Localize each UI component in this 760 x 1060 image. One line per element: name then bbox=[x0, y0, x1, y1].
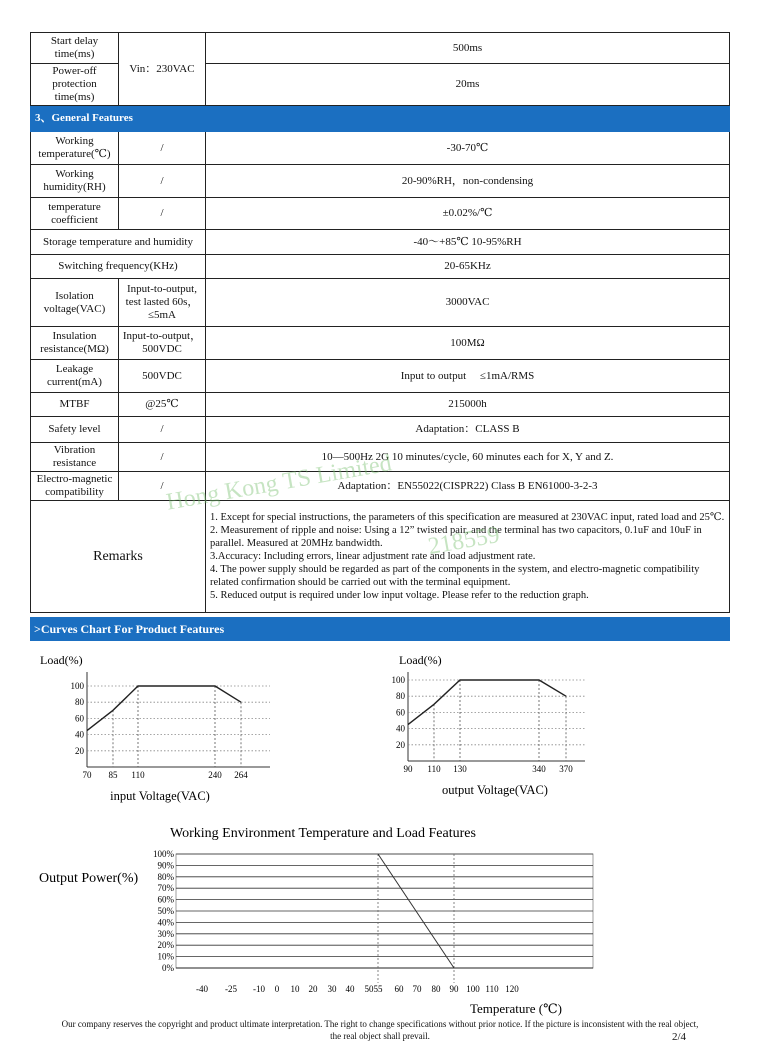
x-tick-label: 340 bbox=[532, 764, 546, 774]
vibration-condition: / bbox=[119, 443, 206, 472]
x-tick-label: 40 bbox=[345, 984, 355, 994]
chart-title: Working Environment Temperature and Load Features bbox=[170, 826, 476, 841]
emc-condition: / bbox=[119, 472, 206, 501]
switching-value: 20-65KHz bbox=[206, 255, 730, 279]
isolation-label: Isolation voltage(VAC) bbox=[31, 279, 119, 327]
x-tick-label: 30 bbox=[327, 984, 337, 994]
x-tick-label: 80 bbox=[431, 984, 441, 994]
isolation-condition: Input-to-output, test lasted 60s，≤5mA bbox=[119, 279, 206, 327]
working-humidity-condition: / bbox=[119, 165, 206, 198]
x-axis-label: output Voltage(VAC) bbox=[442, 783, 548, 797]
y-tick-label: 100% bbox=[153, 849, 174, 859]
x-tick-label: 110 bbox=[427, 764, 441, 774]
x-axis-label: Temperature (℃) bbox=[470, 1001, 562, 1016]
x-tick-label: 240 bbox=[208, 770, 222, 780]
x-axis-label: input Voltage(VAC) bbox=[110, 789, 210, 803]
mtbf-condition: @25℃ bbox=[119, 393, 206, 417]
x-tick-label: 370 bbox=[559, 764, 573, 774]
watermark-number: 218559 bbox=[426, 521, 502, 561]
x-tick-label: 90 bbox=[403, 764, 413, 774]
y-tick-label: 20% bbox=[157, 940, 174, 951]
footer-note: Our company reserves the copyright and product ultimate interpretation. The right to change specifications without prior notice. If the picture is inconsistent with the real object, the real object shall prevail. bbox=[61, 1019, 699, 1041]
working-temp-label: Working temperature(℃) bbox=[31, 132, 119, 165]
start-delay-label: Start delay time(ms) bbox=[31, 33, 119, 64]
y-tick-label: 80% bbox=[157, 871, 174, 882]
x-tick-label: -25 bbox=[225, 984, 237, 994]
remark-4: 4. The power supply should be regarded as part of the components in the system, and electro-magnetic compatibility related confirmation should be carried out with the terminal equipment. bbox=[210, 564, 700, 588]
y-axis-label: Load(%) bbox=[40, 653, 83, 667]
y-tick-label: 80 bbox=[396, 691, 405, 702]
y-tick-label: 100 bbox=[70, 681, 84, 691]
emc-value: Adaptation：EN55022(CISPR22) Class B EN61000-3-2-3 bbox=[206, 472, 730, 501]
x-tick-label: -10 bbox=[253, 984, 265, 994]
switching-label: Switching frequency(KHz) bbox=[31, 255, 206, 279]
safety-condition: / bbox=[119, 417, 206, 443]
x-tick-label: 100 bbox=[466, 984, 480, 994]
temp-coeff-value: ±0.02%/℃ bbox=[206, 198, 730, 230]
x-tick-label: 50 bbox=[364, 984, 374, 994]
x-tick-label: 70 bbox=[82, 770, 92, 780]
vibration-value: 10—500Hz 2G 10 minutes/cycle, 60 minutes each for X, Y and Z. bbox=[206, 443, 730, 472]
watermark-company: Hong Kong TS Limited bbox=[164, 450, 394, 516]
temp-coeff-condition: / bbox=[119, 198, 206, 230]
y-tick-label: 50% bbox=[157, 906, 174, 916]
vibration-label: Vibration resistance bbox=[31, 443, 119, 472]
x-tick-label: 130 bbox=[453, 764, 467, 774]
y-tick-label: 80 bbox=[75, 697, 84, 708]
isolation-value: 3000VAC bbox=[206, 279, 730, 327]
x-tick-label: 60 bbox=[394, 984, 404, 994]
remarks-label: Remarks bbox=[31, 501, 206, 613]
leakage-value: Input to output ≤1mA/RMS bbox=[206, 360, 730, 393]
safety-value: Adaptation：CLASS B bbox=[206, 417, 730, 443]
storage-value: -40～+85℃ 10-95%RH bbox=[206, 230, 730, 255]
spec-table bbox=[30, 32, 730, 613]
x-tick-label: 10 bbox=[290, 984, 300, 994]
y-tick-label: 40% bbox=[157, 917, 174, 928]
general-features-header: 3、General Features bbox=[31, 106, 730, 132]
insulation-label: Insulation resistance(MΩ) bbox=[31, 327, 119, 360]
y-tick-label: 90% bbox=[157, 860, 174, 871]
y-tick-label: 30% bbox=[157, 928, 174, 939]
x-tick-label: 0 bbox=[274, 984, 280, 994]
power-off-value: 20ms bbox=[206, 64, 730, 106]
page-number: 2/4 bbox=[672, 1031, 687, 1043]
x-tick-label: 20 bbox=[308, 984, 318, 994]
x-tick-label: -40 bbox=[196, 984, 208, 994]
derating-curve bbox=[87, 686, 241, 731]
y-tick-label: 10% bbox=[157, 951, 174, 962]
x-tick-label: 55 bbox=[373, 984, 383, 994]
x-tick-label: 110 bbox=[485, 984, 499, 994]
input-voltage-chart bbox=[30, 648, 270, 803]
leakage-label: Leakage current(mA) bbox=[31, 360, 119, 393]
remark-2: 2. Measurement of ripple and noise: Using a 12” twisted pair, and the terminal has two capacitors, 0.1uF and 10uF in parallel. Measured at 20MHz bandwidth. bbox=[210, 525, 702, 549]
insulation-condition: Input-to-output，500VDC bbox=[119, 327, 206, 360]
remarks-text bbox=[206, 501, 730, 613]
y-tick-label: 70% bbox=[157, 883, 174, 894]
remark-1: 1. Except for special instructions, the parameters of this specification are measured at 230VAC input, rated load and 25℃. bbox=[210, 512, 725, 523]
temp-coeff-label: temperature coefficient bbox=[31, 198, 119, 230]
x-tick-label: 110 bbox=[131, 770, 145, 780]
y-tick-label: 40 bbox=[75, 729, 84, 740]
x-tick-label: 264 bbox=[234, 770, 248, 780]
y-axis-label: Output Power(%) bbox=[39, 871, 139, 886]
working-temp-value: -30-70℃ bbox=[206, 132, 730, 165]
y-tick-label: 20 bbox=[75, 745, 84, 756]
x-tick-label: 70 bbox=[412, 984, 422, 994]
y-tick-label: 20 bbox=[396, 739, 405, 750]
temperature-derating-chart bbox=[30, 818, 730, 1018]
derating-curve bbox=[408, 680, 566, 725]
y-tick-label: 60 bbox=[396, 707, 405, 718]
insulation-value: 100MΩ bbox=[206, 327, 730, 360]
x-tick-label: 120 bbox=[505, 984, 519, 994]
mtbf-label: MTBF bbox=[31, 393, 119, 417]
safety-label: Safety level bbox=[31, 417, 119, 443]
working-temp-condition: / bbox=[119, 132, 206, 165]
x-tick-label: 85 bbox=[108, 770, 118, 780]
curves-chart-header: >Curves Chart For Product Features bbox=[30, 617, 730, 641]
y-tick-label: 60 bbox=[75, 713, 84, 724]
leakage-condition: 500VDC bbox=[119, 360, 206, 393]
start-delay-value: 500ms bbox=[206, 33, 730, 64]
y-tick-label: 40 bbox=[396, 723, 405, 734]
working-humidity-value: 20-90%RH，non-condensing bbox=[206, 165, 730, 198]
y-tick-label: 100 bbox=[391, 675, 405, 685]
y-tick-label: 60% bbox=[157, 894, 174, 905]
x-tick-label: 90 bbox=[449, 984, 459, 994]
storage-label: Storage temperature and humidity bbox=[31, 230, 206, 255]
power-off-label: Power-off protection time(ms) bbox=[31, 64, 119, 106]
remark-5: 5. Reduced output is required under low input voltage. Please refer to the reduction graph. bbox=[210, 590, 589, 601]
emc-label: Electro-magnetic compatibility bbox=[31, 472, 119, 501]
y-tick-label: 0% bbox=[162, 963, 174, 973]
output-voltage-chart bbox=[385, 648, 600, 803]
start-delay-condition: Vin：230VAC bbox=[119, 33, 206, 106]
remark-3: 3.Accuracy: Including errors, linear adjustment rate and load adjustment rate. bbox=[210, 551, 536, 562]
y-axis-label: Load(%) bbox=[399, 653, 442, 667]
mtbf-value: 215000h bbox=[206, 393, 730, 417]
working-humidity-label: Working humidity(RH) bbox=[31, 165, 119, 198]
